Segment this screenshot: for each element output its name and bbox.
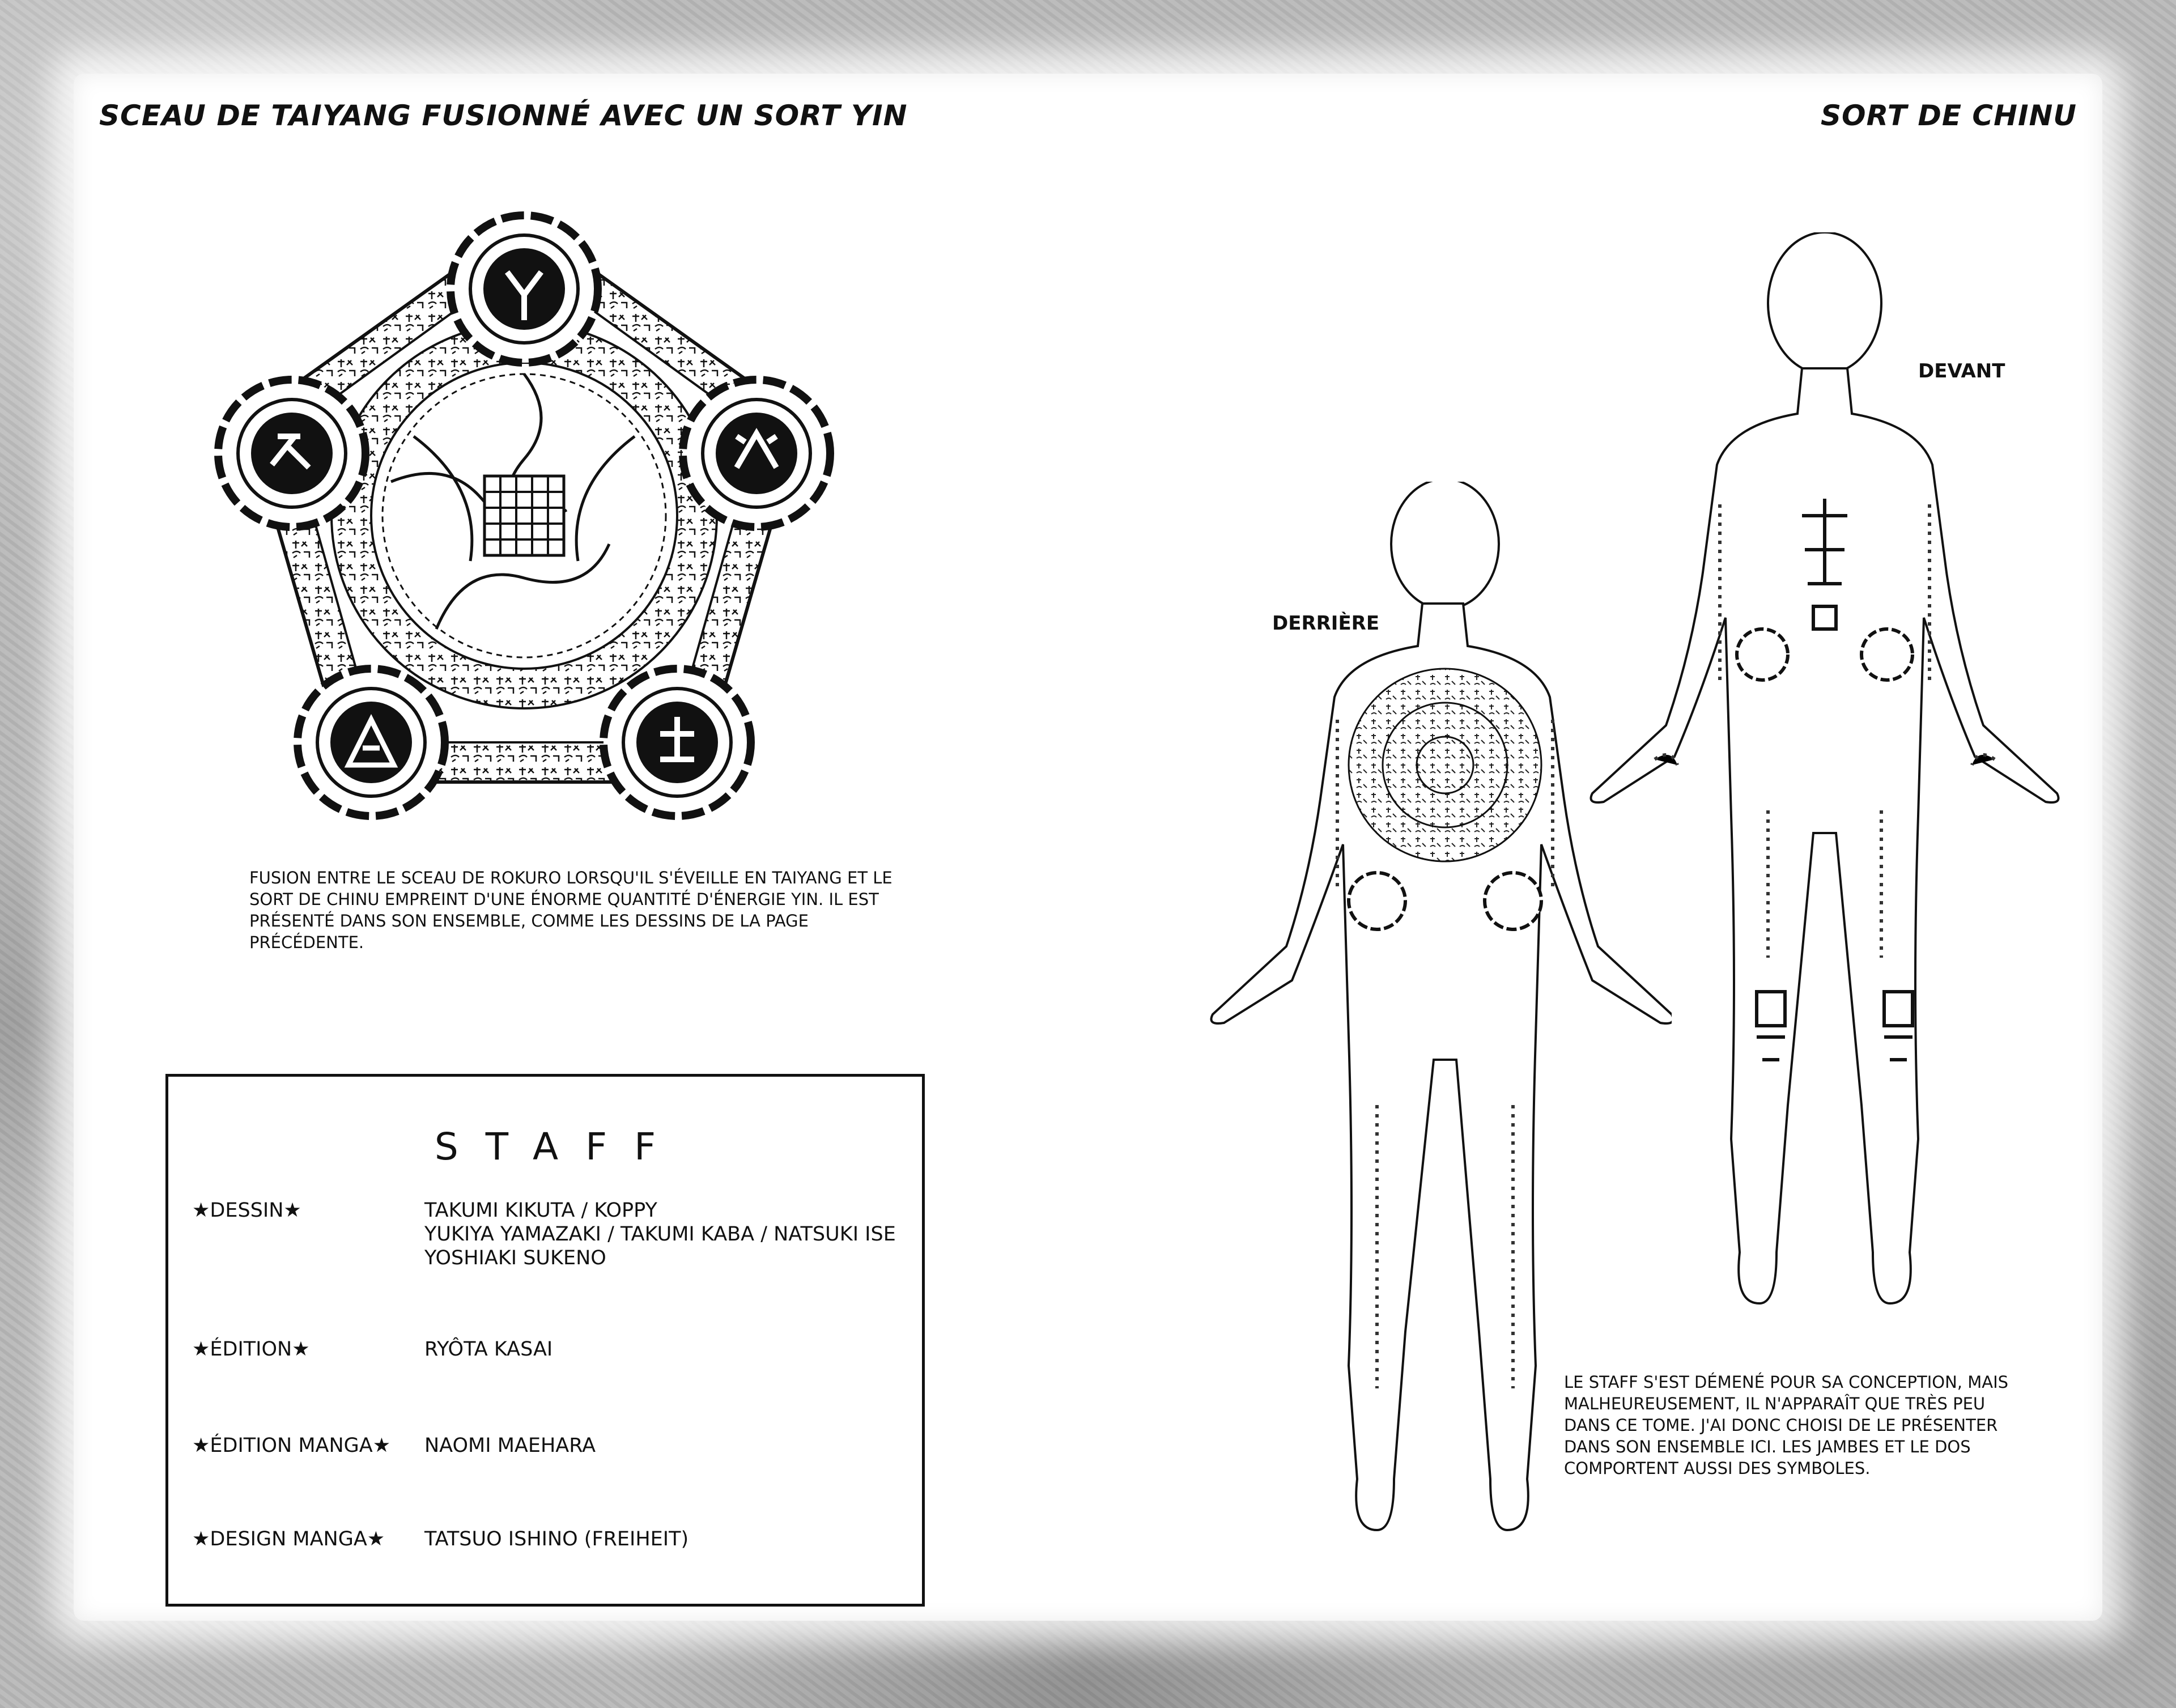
staff-role: ★ÉDITION★ — [192, 1338, 310, 1361]
staff-role: ★DESIGN MANGA★ — [192, 1528, 385, 1550]
back-label: DERRIÈRE — [1272, 612, 1380, 635]
staff-name: YUKIYA YAMAZAKI / TAKUMI KABA / NATSUKI ISE — [424, 1223, 896, 1246]
staff-role: ★DESSIN★ — [192, 1199, 301, 1222]
front-label: DEVANT — [1918, 360, 2005, 383]
staff-role: ★ÉDITION MANGA★ — [192, 1434, 391, 1457]
staff-name: TATSUO ISHINO (FREIHEIT) — [424, 1528, 689, 1550]
left-page-title: SCEAU DE TAIYANG FUSIONNÉ AVEC UN SORT YIN — [99, 99, 908, 132]
staff-names — [424, 1199, 900, 1270]
taiyang-seal-illustration — [198, 198, 850, 839]
right-page-title: SORT DE CHINU — [1821, 99, 2077, 132]
staff-names — [424, 1337, 900, 1361]
staff-names — [424, 1527, 900, 1551]
staff-name: RYÔTA KASAI — [424, 1338, 553, 1361]
staff-name: YOSHIAKI SUKENO — [424, 1247, 606, 1269]
front-figure-illustration — [1587, 232, 2063, 1332]
staff-name: NAOMI MAEHARA — [424, 1434, 596, 1457]
staff-title: STAFF — [434, 1125, 683, 1169]
staff-names — [424, 1434, 900, 1458]
staff-name: TAKUMI KIKUTA / KOPPY — [424, 1199, 657, 1222]
seal-caption: FUSION ENTRE LE SCEAU DE ROKURO LORSQU'IL S'ÉVEILLE EN TAIYANG ET LE SORT DE CHINU EMPREINT D'UNE ÉNORME QUANTITÉ D'ÉNERGIE YIN. IL EST PRÉSENTÉ DANS SON ENSEMBLE, COMME LES DESSINS DE LA PAGE PRÉCÉDENTE. — [249, 868, 892, 952]
figures-caption: LE STAFF S'EST DÉMENÉ POUR SA CONCEPTION, MAIS MALHEUREUSEMENT, IL N'APPARAÎT QUE TRÈS PEU DANS CE TOME. J'AI DONC CHOISI DE LE PRÉSENTER DANS SON ENSEMBLE ICI. LES JAMBES ET LE DOS COMPORTENT AUSSI DES SYMBOLES. — [1564, 1373, 2009, 1478]
staff-credits-box — [165, 1074, 925, 1607]
